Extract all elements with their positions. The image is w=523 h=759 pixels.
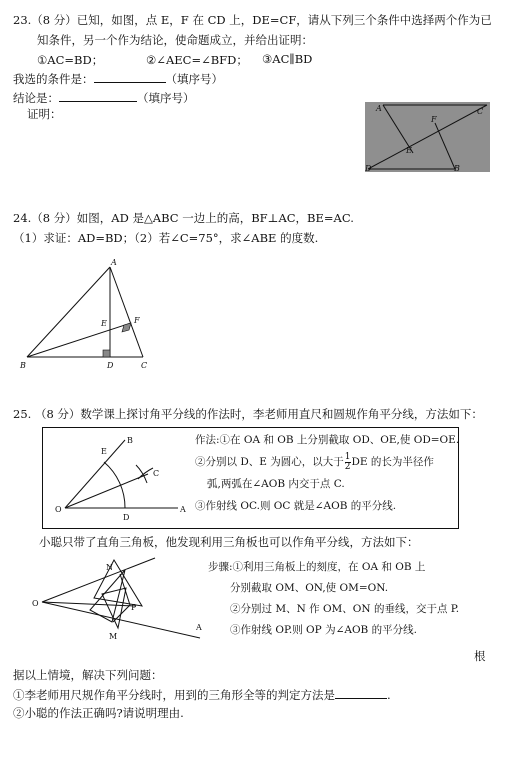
q25-step-2-cont: 弧,两弧在∠AOB 内交于点 C. [207,478,345,490]
q25-xc-step-1b: 分别截取 OM、ON,使 OM=ON. [230,582,389,594]
q25-xc-step-3: ③作射线 OP.则 OP 为∠AOB 的平分线. [230,624,417,636]
q23-option-3: ③AC∥BD [262,52,313,66]
q23-label-a: A [376,104,382,113]
q25-steps [195,429,459,517]
q25-compass-figure [43,428,193,528]
q24-label-a: A [111,258,117,267]
q25-fig2-label-a: A [196,623,202,632]
q25-fig2-label-o: O [32,599,39,608]
q25-ray-oa-2 [42,602,200,638]
q25-fig1-label-d: D [123,513,130,522]
q25-ray-oc [65,474,148,508]
q23-chosen-row [13,70,223,87]
q25-fig1-label-a: A [180,505,186,514]
q25-gen: 根 [474,649,486,663]
q24-line2: （1）求证：AD=BD；（2）若∠C=75°，求∠ABE 的度数. [13,231,319,245]
q25-question-1: ①李老师用尺规作角平分线时，用到的三角形全等的判定方法是 [13,688,335,702]
q24-right-angle-d [103,350,110,357]
q25-fig2-label-n: N [106,563,113,572]
q25-fig1-label-e: E [101,447,107,456]
q25-xc-step-2: ②分别过 M、N 作 OM、ON 的垂线，交于点 P. [230,603,460,615]
q25-ray-ob [65,440,125,508]
q25-xiaocong: 小聪只带了直角三角板，他发现利用三角板也可以作角平分线，方法如下： [39,535,419,549]
q25-step-1: 作法:①在 OA 和 OB 上分别截取 OD、OE,使 OD=OE. [195,434,460,446]
q23-proof-label: 证明： [27,107,62,121]
q24-right-angle-f [122,323,131,332]
q25-fig1-label-c: C [153,469,160,478]
q25-question-1-blank[interactable] [335,686,387,699]
q25-intro: 25. （8 分）数学课上探讨角平分线的作法时，李老师用直尺和圆规作角平分线，方法如下： [13,407,483,421]
q24-label-e: E [101,319,107,328]
q23-line1: 23.（8 分）已知，如图，点 E，F 在 CD 上，DE=CF，请从下列三个条件中选择两个作为已 [13,13,492,27]
q25-question-1-end: . [387,688,391,702]
q23-label-b: B [454,164,460,172]
q23-conclusion-hint: （填序号） [137,91,195,105]
q25-step-2-end: DE 的长为半径作 [351,456,434,468]
q25-fig1-label-b: B [127,436,133,445]
q23-label-f: F [431,115,437,124]
q24-line1: 24.（8 分）如图，AD 是△ABC 一边上的高，BF⊥AC，BE=AC. [13,211,354,225]
q23-chosen-label: 我选的条件是： [13,72,94,86]
q25-fraction-numerator: 1 [344,451,351,462]
q25-step-2 [195,451,459,473]
q23-label-d: D [365,164,372,172]
q25-xc-step-1a: 步骤:①利用三角板上的刻度，在 OA 和 OB 上 [208,561,426,573]
q24-figure [10,255,160,375]
q25-step-3: ③作射线 OC.则 OC 就是∠AOB 的平分线. [195,500,397,512]
q25-fig2-label-m: M [109,632,118,641]
q24-segment-ac [110,267,143,357]
q25-fraction-half [345,453,351,472]
q25-set-square-lower [102,588,126,628]
q25-question-1-row [13,686,391,703]
q23-chosen-blank[interactable] [94,70,166,83]
q23-conclusion-label: 结论是： [13,91,59,105]
q23-label-e: E [406,146,412,155]
q23-conclusion-row [13,89,195,106]
q23-line2: 知条件，另一个作为结论，使命题成立，并给出证明： [37,33,313,47]
q23-option-1: ①AC=BD； [37,53,104,67]
q25-fig2-label-p: P [131,603,137,612]
q24-label-d: D [107,361,114,370]
q25-xiaocong-steps [208,557,459,641]
q23-conclusion-blank[interactable] [59,89,137,102]
q23-option-2: ②∠AEC=∠BFD； [146,53,248,67]
q25-step-2-start: ②分别以 D、E 为圆心，以大于 [195,456,344,468]
q25-fraction-denominator: 2 [344,461,351,472]
q25-triangle-figure [30,550,210,645]
q24-label-c: C [141,361,148,370]
q25-ray-ob-2 [42,558,155,602]
q25-arc-from-e [136,465,147,483]
q24-label-b: B [20,361,26,370]
q23-label-c: C [477,107,484,116]
q24-label-f: F [134,316,140,325]
q23-figure [365,102,490,172]
q25-basis: 据以上情境，解决下列问题： [13,668,163,682]
q25-fig1-label-o: O [55,505,62,514]
q25-question-2: ②小聪的作法正确吗?请说明理由. [13,706,184,720]
q23-chosen-hint: （填序号） [165,72,223,86]
q25-ruler-compass-box [42,427,459,529]
